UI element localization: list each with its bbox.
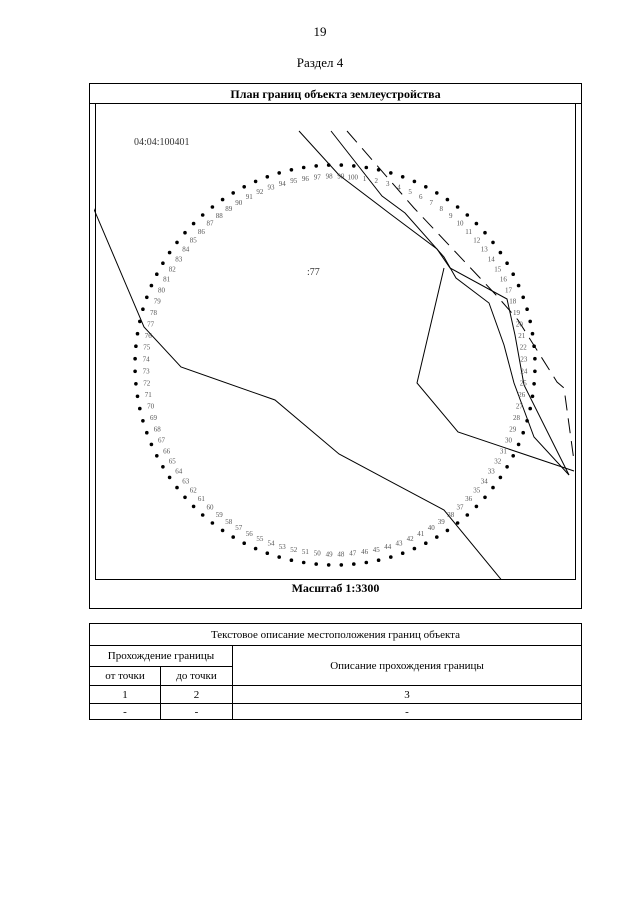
boundary-point-27 [528,407,532,411]
boundary-point-91 [242,185,246,189]
point-label-13: 13 [480,245,488,254]
parcel-77-boundary [417,268,574,471]
point-label-59: 59 [215,510,223,519]
col-to-header: до точки [161,667,233,686]
boundary-point-33 [499,476,503,480]
boundary-point-44 [389,555,393,559]
boundary-point-7 [435,191,439,195]
point-label-91: 91 [245,193,253,202]
point-label-84: 84 [182,245,190,254]
boundary-point-31 [511,454,515,458]
point-label-70: 70 [147,402,155,411]
boundary-point-99 [340,163,344,167]
boundary-point-83 [168,251,172,255]
boundary-point-5 [413,180,417,184]
col-group-header: Прохождение границы [90,646,233,667]
point-label-68: 68 [153,425,161,434]
point-label-33: 33 [487,467,495,476]
point-label-23: 23 [520,355,528,364]
boundary-point-81 [155,272,159,276]
boundary-point-92 [254,180,258,184]
point-label-52: 52 [290,545,298,554]
boundary-point-59 [211,521,215,525]
boundary-point-6 [424,185,428,189]
point-label-58: 58 [225,517,233,526]
boundary-point-61 [192,505,196,509]
scale-label: Масштаб 1:3300 [291,581,380,595]
boundary-point-76 [136,332,140,336]
point-label-51: 51 [301,548,309,557]
boundary-point-65 [161,465,165,469]
boundary-point-97 [314,164,318,168]
point-label-99: 99 [337,172,345,181]
boundary-point-50 [314,562,318,566]
boundary-point-58 [221,529,225,533]
point-label-83: 83 [175,255,183,264]
boundary-point-63 [175,486,179,490]
point-label-3: 3 [385,180,390,188]
point-label-79: 79 [153,297,161,306]
boundary-point-45 [377,558,381,562]
point-label-67: 67 [158,436,165,445]
boundary-point-36 [475,505,479,509]
boundary-point-32 [505,465,509,469]
point-label-12: 12 [473,236,481,245]
point-label-16: 16 [499,275,507,284]
point-label-8: 8 [439,205,443,214]
point-label-1: 1 [362,174,367,183]
col-desc-header: Описание прохождения границы [233,646,582,686]
boundary-point-79 [145,296,149,300]
data-cell-to: - [161,704,233,720]
point-label-98: 98 [325,172,333,181]
boundary-point-95 [290,168,294,172]
point-label-90: 90 [235,198,243,207]
boundary-point-37 [466,513,470,517]
point-label-71: 71 [144,391,152,400]
point-label-34: 34 [480,477,488,486]
dashed-boundary [347,131,574,461]
point-label-22: 22 [519,343,527,352]
boundary-point-17 [517,284,521,288]
boundary-point-14 [499,251,503,255]
boundary-point-43 [401,551,405,555]
data-cell-desc: - [233,704,582,720]
point-label-19: 19 [513,308,520,317]
boundary-point-24 [533,370,537,374]
point-label-47: 47 [349,549,357,558]
point-label-63: 63 [182,477,190,486]
point-label-41: 41 [417,529,425,538]
point-label-26: 26 [518,391,526,400]
point-label-55: 55 [256,535,264,543]
point-label-40: 40 [427,524,435,533]
point-label-25: 25 [519,379,527,388]
point-label-14: 14 [487,255,495,264]
point-label-82: 82 [168,265,176,274]
boundary-point-98 [327,163,331,167]
boundary-point-62 [183,496,187,500]
boundary-point-56 [242,541,246,545]
point-label-38: 38 [447,510,455,519]
point-label-80: 80 [158,286,165,295]
boundary-point-82 [161,261,165,265]
point-label-48: 48 [337,550,345,559]
point-label-62: 62 [189,486,197,495]
boundary-point-22 [532,344,536,348]
boundary-point-18 [521,296,525,300]
boundary-point-55 [254,547,258,551]
boundary-point-69 [141,419,145,423]
boundary-point-25 [532,382,536,386]
point-label-30: 30 [505,436,512,445]
boundary-point-20 [528,320,532,324]
boundary-point-64 [168,476,172,480]
boundary-point-57 [231,535,235,539]
boundary-point-88 [211,205,215,209]
boundary-point-86 [192,222,196,226]
point-label-76: 76 [144,331,152,340]
boundary-point-96 [302,166,306,170]
boundary-point-23 [533,357,537,361]
point-label-35: 35 [473,486,481,495]
boundary-point-2 [377,168,381,172]
boundary-point-84 [175,241,179,245]
point-label-10: 10 [456,219,464,228]
point-label-61: 61 [197,495,205,504]
boundary-point-48 [340,563,344,567]
boundary-point-67 [150,443,154,447]
point-label-17: 17 [505,286,512,295]
boundary-point-85 [183,231,187,235]
point-label-81: 81 [163,275,171,284]
boundary-point-4 [401,175,405,179]
point-label-9: 9 [449,212,453,221]
cadastral-number: 04:04:100401 [134,137,190,148]
point-label-87: 87 [206,219,214,228]
boundary-point-46 [365,561,369,565]
point-label-45: 45 [372,545,380,554]
point-label-50: 50 [313,549,321,558]
boundary-point-68 [145,431,149,435]
point-label-54: 54 [267,539,275,548]
section-title: Раздел 4 [296,55,344,70]
col-from-header: от точки [90,667,161,686]
boundary-point-11 [475,222,479,226]
boundary-point-3 [389,171,393,175]
boundary-point-94 [277,171,281,175]
index-cell-3: 3 [233,686,582,704]
boundary-point-8 [446,198,450,202]
boundary-point-15 [505,261,509,265]
point-label-7: 7 [429,198,433,207]
boundary-point-47 [352,562,356,566]
boundary-map [89,83,582,609]
point-labels [143,173,528,559]
point-label-20: 20 [515,320,523,329]
boundary-point-35 [483,496,487,500]
point-label-65: 65 [168,457,176,466]
point-label-37: 37 [456,503,464,512]
boundary-point-52 [290,558,294,562]
point-label-96: 96 [301,174,309,183]
boundary-point-39 [446,529,450,533]
boundary-point-51 [302,561,306,565]
index-cell-1: 1 [90,686,161,704]
point-markers [133,163,536,566]
point-label-53: 53 [278,543,286,551]
boundary-point-53 [277,555,281,559]
point-label-5: 5 [408,188,412,196]
boundary-point-13 [491,241,495,245]
point-label-94: 94 [278,180,286,188]
point-label-42: 42 [406,535,414,543]
point-label-75: 75 [143,343,151,352]
table-title: Текстовое описание местоположения границ объекта [90,624,582,646]
point-label-4: 4 [397,183,401,192]
point-label-27: 27 [515,402,523,411]
point-label-73: 73 [142,367,150,376]
boundary-point-73 [133,370,137,374]
boundary-point-9 [456,205,460,209]
point-label-21: 21 [518,331,526,340]
data-cell-from: - [90,704,161,720]
boundary-point-77 [138,320,142,324]
boundary-point-75 [134,344,138,348]
point-label-88: 88 [215,212,223,221]
parcel-label: :77 [307,267,320,278]
boundary-point-74 [133,357,137,361]
point-label-85: 85 [189,236,197,245]
boundary-point-30 [517,443,521,447]
boundary-point-29 [521,431,525,435]
boundary-point-89 [221,198,225,202]
boundary-point-54 [266,551,270,555]
boundary-point-80 [150,284,154,288]
point-label-43: 43 [395,539,403,548]
point-label-69: 69 [150,414,157,423]
point-label-46: 46 [361,548,369,557]
point-label-32: 32 [494,457,502,466]
point-label-95: 95 [290,177,298,186]
point-label-57: 57 [235,524,243,533]
point-label-28: 28 [513,414,520,423]
point-label-72: 72 [143,379,151,388]
point-label-15: 15 [494,265,502,274]
point-label-56: 56 [245,529,253,538]
point-label-18: 18 [509,297,517,306]
boundary-point-28 [525,419,529,423]
point-label-78: 78 [150,308,157,317]
boundary-point-40 [435,535,439,539]
boundary-line-east-2 [331,131,569,475]
point-label-11: 11 [465,227,472,236]
boundary-point-12 [483,231,487,235]
boundary-point-87 [201,213,205,217]
point-label-44: 44 [384,543,392,551]
boundary-point-78 [141,307,145,311]
boundary-point-49 [327,563,331,567]
boundary-point-70 [138,407,142,411]
point-label-6: 6 [419,193,423,202]
point-label-100: 100 [347,173,359,182]
page-number: 19 [313,24,327,39]
point-label-36: 36 [465,495,473,504]
point-label-49: 49 [325,550,333,559]
point-label-39: 39 [437,517,445,526]
point-label-31: 31 [499,447,507,456]
boundary-point-100 [352,164,356,168]
boundary-point-42 [413,547,417,551]
point-label-74: 74 [142,355,150,364]
boundary-point-10 [466,213,470,217]
point-label-2: 2 [374,177,378,186]
point-label-77: 77 [147,320,155,329]
index-cell-2: 2 [161,686,233,704]
boundary-point-26 [531,395,535,399]
boundary-point-71 [136,395,140,399]
boundary-point-21 [531,332,535,336]
boundary-point-90 [231,191,235,195]
boundary-point-34 [491,486,495,490]
point-label-86: 86 [197,227,205,236]
point-label-29: 29 [509,425,517,434]
boundary-point-60 [201,513,205,517]
boundary-point-38 [456,521,460,525]
point-label-97: 97 [313,173,321,182]
boundary-point-66 [155,454,159,458]
point-label-64: 64 [175,467,183,476]
boundary-point-41 [424,541,428,545]
plan-title: План границ объекта землеустройства [90,84,581,104]
road-line [93,207,504,583]
boundary-description-table [89,623,582,720]
point-label-92: 92 [256,188,264,196]
boundary-point-93 [266,175,270,179]
boundary-point-72 [134,382,138,386]
boundary-point-19 [525,307,529,311]
boundary-point-16 [511,272,515,276]
point-label-24: 24 [520,367,528,376]
point-label-60: 60 [206,503,214,512]
point-label-89: 89 [225,205,233,214]
point-label-66: 66 [163,447,171,456]
boundary-point-1 [365,166,369,170]
point-label-93: 93 [267,183,275,192]
